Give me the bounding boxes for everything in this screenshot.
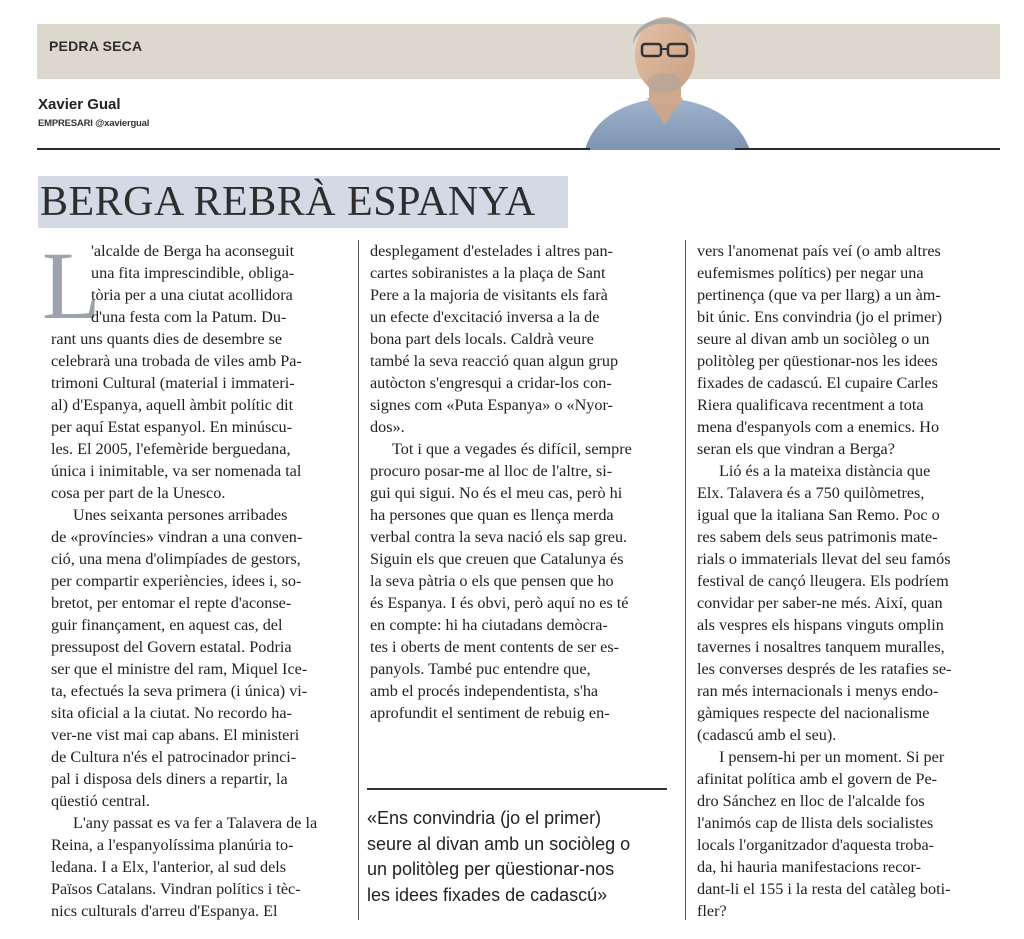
article-line: d'una festa com la Patum. Du- (91, 308, 287, 326)
article-line: convidar per saber-ne més. Així, quan (697, 594, 943, 612)
article-line: Elx. Talavera és a 750 quilòmetres, (697, 484, 925, 502)
article-line: és Espanya. I és obvi, però aquí no es té (370, 594, 629, 612)
article-line: per compartir experiències, idees i, so- (51, 572, 302, 590)
article-line: gàmiques respecte del nacionalisme (697, 704, 930, 722)
article-line: Pere a la majoria de visitants els farà (370, 286, 608, 304)
article-column-3 (697, 240, 993, 922)
drop-cap: L (42, 232, 101, 339)
article-headline: BERGA REBRÀ ESPANYA (40, 179, 536, 225)
article-line: procuro posar-me al lloc de l'altre, si- (370, 462, 613, 480)
article-line: I pensem-hi per un moment. Si per (719, 748, 945, 766)
article-line: ser que el ministre del ram, Miquel Ice- (51, 660, 308, 678)
article-line: tes i oberts de ment contents de ser es- (370, 638, 620, 656)
article-line: ha persones que quan es llença merda (370, 506, 614, 524)
article-line: aprofundit el sentiment de rebuig en- (370, 704, 610, 722)
article-line: da, hi hauria manifestacions recor- (697, 858, 921, 876)
article-line: ta, efectués la seva primera (i única) vi- (51, 682, 308, 700)
article-line: dos». (370, 418, 405, 436)
article-column-2 (370, 240, 666, 724)
author-portrait (575, 0, 755, 150)
article-line: vers l'anomenat país veí (o amb altres (697, 242, 941, 260)
article-line: Unes seixanta persones arribades (73, 506, 288, 524)
article-line: ran més internacionals i menys endo- (697, 682, 939, 700)
article-line: al) d'Espanya, aquell àmbit polític dit (51, 396, 294, 414)
article-line: Tot i que a vegades és difícil, sempre (392, 440, 632, 458)
article-line: pal i disposa dels diners a repartir, la (51, 770, 288, 788)
header-rule-left (37, 148, 590, 150)
article-line: (cadascú amb el seu). (697, 726, 837, 744)
article-line: signes com «Puta Espanya» o «Nyor- (370, 396, 613, 414)
article-line: eufemismes polítics) per negar una (697, 264, 924, 282)
column-divider (685, 240, 686, 920)
article-line: seure al divan amb un sociòleg o un (697, 330, 930, 348)
article-line: bretot, per entomar el repte d'aconse- (51, 594, 292, 612)
article-line: fixades de cadascú. El cupaire Carles (697, 374, 938, 392)
article-line: un efecte d'excitació inversa a la de (370, 308, 600, 326)
article-line: Països Catalans. Vindran polítics i tèc- (51, 880, 301, 898)
article-line: dant-li el 155 i la resta del catàleg boti- (697, 880, 951, 898)
article-line: Lió és a la mateixa distància que (719, 462, 931, 480)
article-line: pressupost del Govern estatal. Podria (51, 638, 292, 656)
article-line: L'any passat es va fer a Talavera de la (73, 814, 318, 832)
article-line: verbal contra la seva nació els sap greu. (370, 528, 628, 546)
article-line: panyols. També puc entendre que, (370, 660, 591, 678)
article-line: rials o immaterials llevat del seu famós (697, 550, 951, 568)
article-line: bona part dels locals. Caldrà veure (370, 330, 594, 348)
pullquote-rule (367, 788, 667, 790)
article-line: guir finançament, en aquest cas, del (51, 616, 283, 634)
author-name: Xavier Gual (38, 96, 121, 113)
article-line: tòria per a una ciutat acollidora (91, 286, 293, 304)
article-line: igual que la italiana San Remo. Poc o (697, 506, 940, 524)
pull-quote (367, 806, 677, 908)
article-line: trimoni Cultural (material i immateri- (51, 374, 295, 392)
article-line: sita oficial a la ciutat. No recordo ha- (51, 704, 292, 722)
article-line: les converses després de les ratafies se- (697, 660, 952, 678)
article-line: res sabem dels seus patrimonis mate- (697, 528, 938, 546)
article-line: celebrarà una trobada de viles amb Pa- (51, 352, 302, 370)
article-line: dro Sánchez en lloc de l'alcalde fos (697, 792, 925, 810)
article-line: locals l'organitzador d'aquesta troba- (697, 836, 935, 854)
article-line: rant uns quants dies de desembre se (51, 330, 283, 348)
article-line: tavernes i nosaltres tanquem muralles, (697, 638, 945, 656)
article-line: cartes sobiranistes a la plaça de Sant (370, 264, 606, 282)
article-line: Riera qualificava recentment a tota (697, 396, 924, 414)
article-line: única i inimitable, va ser nomenada tal (51, 462, 302, 480)
article-line: de «províncies» vindran a una conven- (51, 528, 303, 546)
section-header-bar (37, 24, 1000, 79)
article-line: en compte: hi ha ciutadans demòcra- (370, 616, 608, 634)
article-line: gui qui sigui. No és el meu cas, però hi (370, 484, 623, 502)
article-line: ció, una mena d'olimpíades de gestors, (51, 550, 301, 568)
article-line: festival de cançó lleugera. Els podríem (697, 572, 949, 590)
article-line: la seva pàtria o els que pensen que ho (370, 572, 614, 590)
pullquote-line: les idees fixades de cadascú» (367, 884, 608, 905)
article-column-1 (51, 240, 347, 922)
article-line: les. El 2005, l'efemèride berguedana, (51, 440, 291, 458)
article-line: qüestió central. (51, 792, 150, 810)
article-line: també la seva reacció quan algun grup (370, 352, 619, 370)
article-line: mena d'espanyols com a enemics. Ho (697, 418, 940, 436)
article-line: Siguin els que creuen que Catalunya és (370, 550, 624, 568)
author-role: EMPRESARI @xaviergual (38, 118, 150, 129)
article-line: politòleg per qüestionar-nos les idees (697, 352, 938, 370)
article-line: autòcton s'engresqui a cridar-los con- (370, 374, 612, 392)
article-line: ledana. I a Elx, l'anterior, al sud dels (51, 858, 287, 876)
article-line: desplegament d'estelades i altres pan- (370, 242, 613, 260)
article-line: una fita imprescindible, obliga- (91, 264, 295, 282)
article-line: als vespres els hispans vinguts omplin (697, 616, 944, 634)
column-divider (358, 240, 359, 920)
pullquote-line: «Ens convindria (jo el primer) (367, 808, 602, 828)
article-line: seran els que vindran a Berga? (697, 440, 895, 458)
article-line: 'alcalde de Berga ha aconseguit (91, 242, 295, 260)
article-line: de Cultura n'és el patrocinador princi- (51, 748, 297, 766)
article-line: afinitat política amb el govern de Pe- (697, 770, 938, 788)
pullquote-line: un politòleg per qüestionar-nos (367, 859, 615, 879)
article-line: pertinença (que va per llarg) a un àm- (697, 286, 941, 304)
article-line: Reina, a l'espanyolíssima planúria to- (51, 836, 294, 854)
article-line: per aquí Estat espanyol. En minúscu- (51, 418, 292, 436)
article-line: nics culturals d'arreu d'Espanya. El (51, 902, 278, 920)
article-line: bit únic. Ens convindria (jo el primer) (697, 308, 942, 326)
article-line: l'animós cap de llista dels socialistes (697, 814, 934, 832)
article-line: ver-ne vist mai cap abans. El ministeri (51, 726, 300, 744)
header-rule-right (735, 148, 1000, 150)
article-line: fler? (697, 902, 727, 920)
article-line: cosa per part de la Unesco. (51, 484, 226, 502)
section-label: PEDRA SECA (49, 38, 143, 54)
article-line: amb el procés independentista, s'ha (370, 682, 599, 700)
pullquote-line: seure al divan amb un sociòleg o (367, 833, 631, 854)
